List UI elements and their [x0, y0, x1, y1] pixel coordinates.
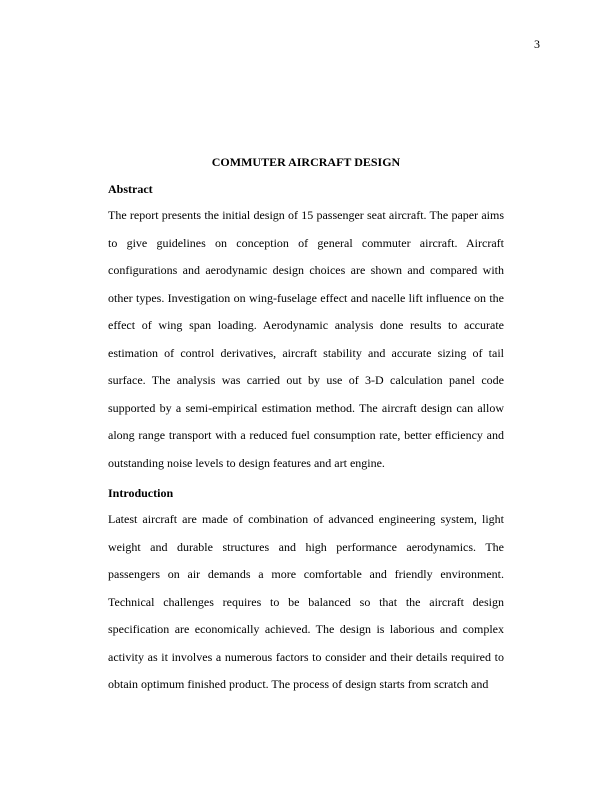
document-title: COMMUTER AIRCRAFT DESIGN — [211, 155, 401, 169]
page-number: 3 — [534, 37, 540, 51]
abstract-heading: Abstract — [108, 182, 153, 196]
introduction-heading: Introduction — [108, 486, 174, 500]
introduction-paragraph: Latest aircraft are made of combination of advanced engineering system, light weight and durable structures and high performance aerodynamics. The passengers on air demands a more comfortable and friendly environment. Technical challenges requires to be balanced so that the aircraft design specification are economically achieved. The design is laborious and complex activity as it involves a numerous factors to consider and their details required to obtain optimum finished product. The process of design starts from scratch and — [108, 512, 504, 691]
abstract-paragraph: The report presents the initial design of 15 passenger seat aircraft. The paper aims to give guidelines on conception of general commuter aircraft. Aircraft configurations and aerodynamic design choices are shown and compared with other types. Investigation on wing-fuselage effect and nacelle lift influence on the effect of wing span loading. Aerodynamic analysis done results to accurate estimation of control derivatives, aircraft stability and accurate sizing of tail surface. The analysis was carried out by use of 3-D calculation panel code supported by a semi-empirical estimation method. The aircraft design can allow along range transport with a reduced fuel consumption rate, better efficiency and outstanding noise levels to design features and art engine. — [108, 208, 504, 470]
